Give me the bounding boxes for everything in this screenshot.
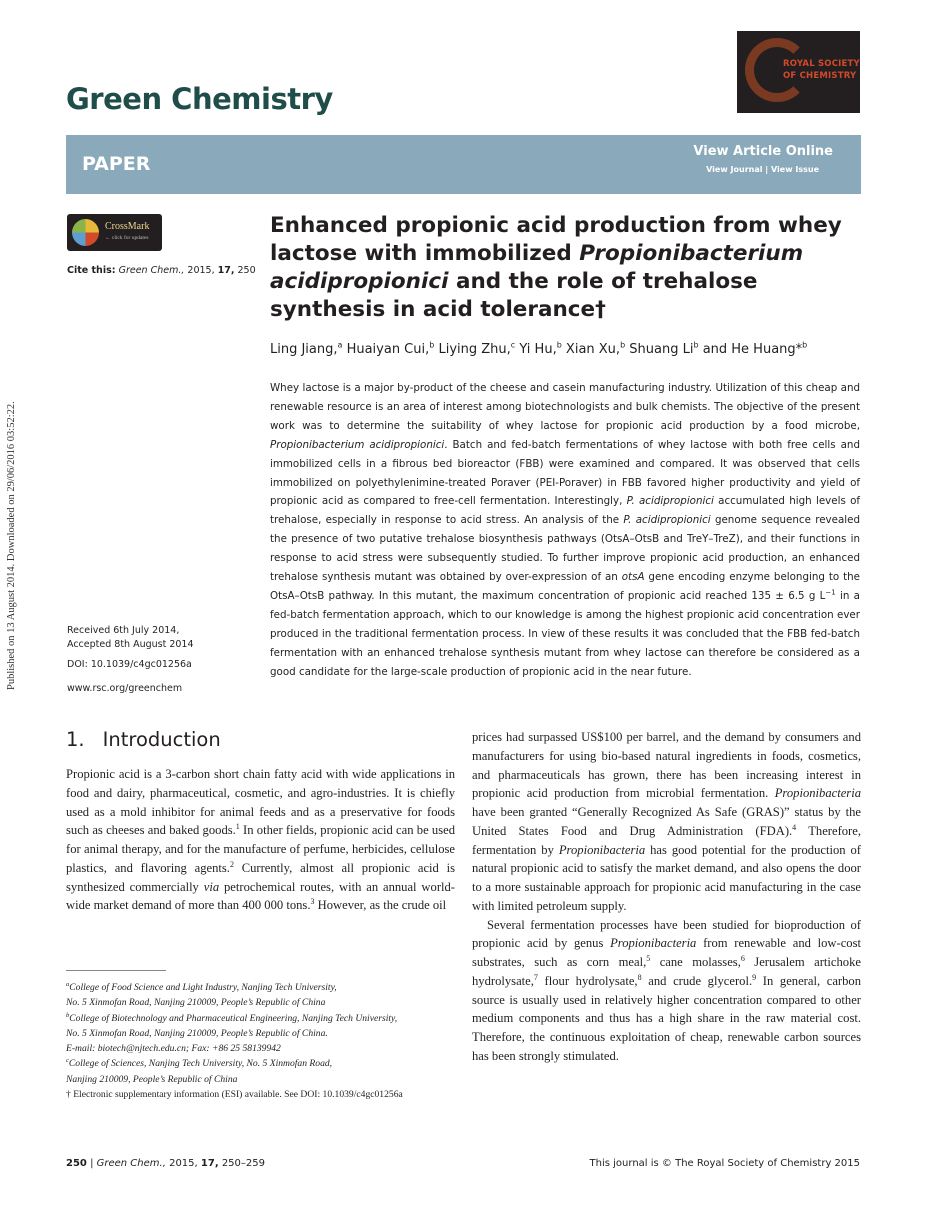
reference-link[interactable]: 9 [752, 972, 757, 982]
esi-note[interactable]: † Electronic supplementary information (ESI) available. See DOI: 10.1039/c4gc01256a [66, 1089, 403, 1101]
reference-link[interactable]: 5 [646, 953, 651, 963]
author[interactable]: Liying Zhu,$^c$ [438, 340, 516, 357]
view-article-online-link[interactable]: View Article Online [693, 144, 833, 159]
title-text-1: Enhanced propionic acid production from whey lactose with immobilized [270, 213, 842, 266]
article-type-label: PAPER [82, 153, 151, 175]
author[interactable]: Ling Jiang,$^a$ [270, 340, 343, 357]
rsc-logo-ring-icon [745, 38, 809, 102]
reference-link[interactable]: 7 [533, 972, 538, 982]
affiliation-c: $^c$College of Sciences, Nanjing Tech University, No. 5 Xinmofan Road, [66, 1057, 333, 1070]
author[interactable]: Xian Xu,$^b$ [565, 340, 626, 357]
doi[interactable]: DOI: 10.1039/c4gc01256a [67, 659, 192, 670]
cite-journal: Green Chem., [118, 265, 185, 276]
corresponding-email[interactable]: E-mail: biotech@njtech.edu.cn; Fax: +86 25 58139942 [66, 1043, 281, 1055]
section-heading: 1. Introduction [66, 728, 221, 751]
body-column-left [66, 765, 455, 915]
publication-stamp: Published on 13 August 2014. Downloaded on 29/06/2016 03:52:22. [6, 401, 17, 690]
reference-link[interactable]: 2 [229, 859, 234, 869]
paragraph: prices had surpassed US$100 per barrel, and the demand by consumers and manufacturers for using bio-based natural ingredients in foods, cosmetics, and pharmaceuticals has grown, there has been increasing interest in propionic acid production from microbial fermentation. Propionibacteria have been granted “Generally Recognized As Safe (GRAS)” status by the United States Food and Drug Administration (FDA).$^4$ Therefore, fermentation by Propionibacteria has good potential for the production of natural propionic acid to satisfy the market demand, and also opens the door to a more sustainable approach for propionic acid manufacturing in the case with limited petroleum supply. [472, 730, 861, 913]
footer-separator: | [90, 1158, 94, 1169]
reference-link[interactable]: 4 [792, 822, 797, 832]
crossmark-icon [72, 219, 99, 246]
cite-year: 2015, [187, 265, 215, 276]
footer-year: 2015, [169, 1158, 198, 1169]
cite-page: 250 [237, 265, 256, 276]
link-separator: | [765, 165, 771, 174]
rsc-logo-line1: ROYAL SOCIETY [783, 59, 860, 69]
crossmark-subtext: ← click for updates [105, 235, 149, 241]
affiliation-c-address: Nanjing 210009, People’s Republic of China [66, 1073, 238, 1085]
body-column-right [472, 728, 861, 1066]
affiliation-a-address: No. 5 Xinmofan Road, Nanjing 210009, People’s Republic of China [66, 997, 326, 1009]
author[interactable]: Huaiyan Cui,$^b$ [346, 340, 435, 357]
accepted-date: Accepted 8th August 2014 [67, 639, 194, 650]
received-date: Received 6th July 2014, [67, 625, 180, 636]
affiliation-b: $^b$College of Biotechnology and Pharmaceutical Engineering, Nanjing Tech University, [66, 1011, 398, 1024]
view-issue-link[interactable]: View Issue [770, 165, 819, 174]
crossmark-text: CrossMark [105, 221, 150, 232]
page-footer-right: This journal is © The Royal Society of Chemistry 2015 [589, 1158, 860, 1169]
view-journal-link[interactable]: View Journal [706, 165, 763, 174]
article-title [270, 212, 860, 324]
affiliation-b-address: No. 5 Xinmofan Road, Nanjing 210009, People’s Republic of China. [66, 1027, 328, 1039]
rsc-logo[interactable] [737, 31, 860, 113]
view-links [706, 165, 819, 174]
paragraph: Several fermentation processes have been studied for bioproduction of propionic acid by genus Propionibacteria from renewable and low-cost substrates, such as corn meal,$^5$ cane molasses,$^6$ Jerusalem artichoke hydrolysate,$^7$ flour hydrolysate,$^8$ and crude glycerol.$^9$ In general, carbon source is usually used in relatively higher concentration compared to other medium components and thus has a high share in the raw material cost. Therefore, the continuous exploitation of cheap, renewable carbon sources has been strongly stimulated. [472, 917, 862, 1063]
title-organism: Propionibacterium acidipropionici [270, 241, 804, 294]
author[interactable]: Shuang Li$^b$ [629, 340, 699, 357]
journal-website-link[interactable]: www.rsc.org/greenchem [67, 683, 183, 694]
affiliation-footnotes [66, 980, 455, 1102]
page-number: 250 [66, 1158, 87, 1169]
crossmark-badge[interactable] [67, 214, 162, 251]
footer-journal: Green Chem., [96, 1158, 166, 1169]
abstract: Whey lactose is a major by-product of the cheese and casein manufacturing industry. Utilization of this cheap and renewable resource is an area of interest among biotechnologists and bulk chemists. The objective of the present work was to determine the suitability of whey lactose for propionic acid production by a food microbe, Propionibacterium acidipropionici. Batch and fed-batch fermentations of whey lactose with both free cells and immobilized cells in a fibrous bed bioreactor (FBB) were examined and compared. It was observed that cells immobilized on polyethylenimine-treated Poraver (PEI-Poraver) in FBB favored higher productivity and yield of propionic acid as compared to free-cell fermentation. Interestingly, P. acidipropionici accumulated high levels of trehalose, especially in response to acid stress. An analysis of the P. acidipropionici genome sequence revealed the presence of two putative trehalose biosynthesis pathways (OtsA–OtsB and TreY–TreZ), and their functions in response to acid stress were subsequently studied. To further improve propionic acid production, an enhanced trehalose synthesis mutant was obtained by over-expression of an otsA gene encoding enzyme belonging to the OtsA–OtsB pathway. In this mutant, the maximum concentration of propionic acid reached 135 ± 6.5 g $L^{-1}$ in a fed-batch fermentation approach, which to our knowledge is among the highest propionic acid concentration ever produced in the traditional fermentation process. In view of these results it was concluded that the FBB fed-batch fermentation with an enhanced trehalose synthesis mutant from whey lactose can therefore be considered as a good candidate for the large-scale production of propionic acid in the near future. [270, 382, 861, 678]
title-text-2: and the role of trehalose synthesis in acid tolerance† [270, 269, 758, 322]
affiliation-a: $^a$College of Food Science and Light Industry, Nanjing Tech University, [66, 980, 337, 993]
footnote-rule [66, 970, 166, 971]
author[interactable]: and He Huang*$^b$ [702, 340, 808, 357]
journal-title[interactable]: Green Chemistry [66, 82, 333, 116]
reference-link[interactable]: 8 [637, 972, 642, 982]
paragraph: Propionic acid is a 3-carbon short chain fatty acid with wide applications in food and dairy, pharmaceutical, cosmetic, and agro-industries. It is chiefly used as a mold inhibitor for animal feeds and as a preservative for foods such as cheeses and baked goods.$^1$ In other fields, propionic acid can be used for animal therapy, and for the manufacture of perfume, herbicides, cellulose plastics, and flavoring agents.$^2$ Currently, almost all propionic acid is synthesized commercially via petrochemical routes, with an annual world-wide market demand of more than 400 000 tons.$^3$ However, as the crude oil [66, 767, 456, 913]
reference-link[interactable]: 1 [235, 822, 240, 832]
cite-volume: 17, [217, 265, 235, 276]
cite-prefix: Cite this: [67, 265, 116, 276]
paper-banner [66, 135, 861, 194]
author-list [270, 342, 870, 357]
rsc-logo-line2: OF CHEMISTRY [783, 71, 857, 81]
reference-link[interactable]: 6 [740, 953, 745, 963]
author[interactable]: Yi Hu,$^b$ [519, 340, 562, 357]
page-footer-left [66, 1158, 265, 1169]
citation [67, 265, 256, 276]
footer-pages: 250–259 [221, 1158, 265, 1169]
footer-volume: 17, [200, 1158, 219, 1169]
reference-link[interactable]: 3 [310, 897, 315, 907]
